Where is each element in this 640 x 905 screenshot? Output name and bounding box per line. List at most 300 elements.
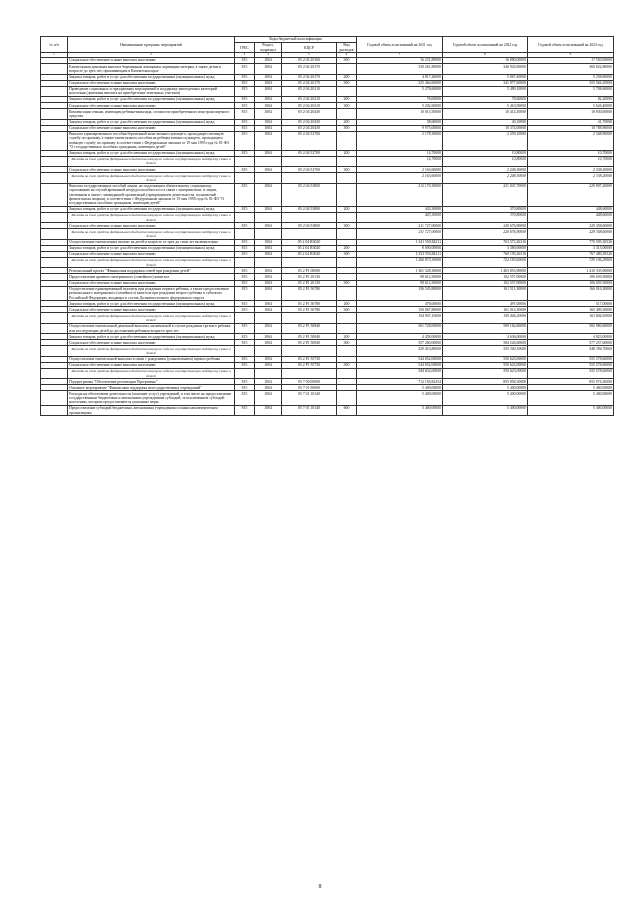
vr-cell: 200 [337,245,357,251]
razdel-cell [255,313,282,323]
table-row [41,286,614,301]
amount-2021-cell: 4 817,20000 [357,74,443,80]
razdel-cell: 1004 [255,379,282,385]
name-cell: Закупка товаров, работ и услуг для обеспечения государственных (муниципальных) нужд [68,334,235,340]
grbs-cell: 815 [235,97,255,103]
grbs-cell: 815 [235,385,255,391]
amount-2023-cell: 2 338,20000 [528,173,614,183]
amount-2022-cell: 584 526,60000 [443,340,528,346]
grbs-cell: 815 [235,74,255,80]
razdel-cell: 1004 [255,125,282,131]
amount-2022-cell: 4 636,00000 [443,334,528,340]
amount-2023-cell: 5 400,00000 [528,385,614,391]
amount-2021-cell: 5 278,60000 [357,86,443,96]
grbs-cell: 815 [235,86,255,96]
amount-2022-cell: 10 374,00000 [443,125,528,131]
ksr-cell: 05 2 04 20430 [282,125,337,131]
vr-cell [337,286,357,301]
num-cell [41,212,68,222]
vr-cell [337,212,357,222]
name-cell: Расходы на обеспечение деятельности (оказание услуг) учреждений, в том числе на предоставление государственным бюджетным и автономным учреждениям субсидий, за исключением субсидий населению, которым предоставляются указанные меры [68,391,235,406]
name-cell: Социальное обеспечение и иные выплаты населению [68,362,235,368]
grbs-cell: 815 [235,323,255,333]
grbs-cell: 815 [235,356,255,362]
amount-2021-cell: 76,00000 [357,97,443,103]
amount-2022-cell: 589 162,60000 [443,323,528,333]
amount-2023-cell: 555 578,60000 [528,362,614,368]
ksr-cell: 05 2 04 20160 [282,58,337,64]
amount-2021-cell: 325 464,60000 [357,80,443,86]
num-cell [41,109,68,119]
vr-cell: 200 [337,97,357,103]
amount-2022-cell: 220 676,90000 [443,223,528,229]
amount-2022-cell: 221 047,70000 [443,183,528,206]
amount-2022-cell: 78,60000 [443,97,528,103]
ksr-cell: 05 2 04 20210 [282,103,337,109]
amount-2023-cell: 229 807,20000 [528,183,614,206]
razdel-cell: 1004 [255,183,282,206]
amount-2023-cell: 767 480,30526 [528,251,614,257]
amount-2021-cell: 38,60000 [357,119,443,125]
column-index: 7 [357,53,443,58]
col-name: Наименование программ, мероприятий [68,37,235,53]
grbs-cell: 815 [235,58,255,64]
vr-cell: 300 [337,125,357,131]
razdel-cell [255,156,282,166]
amount-2021-cell: 14,70000 [357,156,443,166]
razdel-cell [255,368,282,378]
table-row [41,323,614,333]
subtotal-row [41,313,614,323]
num-cell [41,131,68,150]
name-cell: Социальное обеспечение и иные выплаты населению [68,80,235,86]
name-cell: Расходы за счет средств федерального бюджета текущего года на государственную поддержку семьи и детей [68,229,235,239]
razdel-cell: 1004 [255,391,282,406]
razdel-cell: 1004 [255,362,282,368]
ksr-cell: 05 2 04 52700 [282,150,337,156]
razdel-cell [255,229,282,239]
amount-2022-cell: 550 623,00000 [443,368,528,378]
amount-2022-cell: 159 404,20000 [443,313,528,323]
amount-2022-cell: 763 573,26316 [443,239,528,245]
vr-cell [337,391,357,406]
vr-cell: 200 [337,334,357,340]
ksr-cell: 05 2 04 20170 [282,74,337,80]
ksr-cell: 05 2 04 20430 [282,119,337,125]
razdel-cell: 1004 [255,86,282,96]
table-row [41,109,614,119]
vr-cell: 200 [337,74,357,80]
table-row [41,86,614,96]
vr-cell: 300 [337,58,357,64]
ksr-cell: 05 2 04 52700 [282,167,337,173]
name-cell: Закупка товаров, работ и услуг для обеспечения государственных (муниципальных) нужд [68,119,235,125]
amount-2023-cell: 729 106,29000 [528,258,614,268]
ksr-cell: 05 2 04 53800 [282,206,337,212]
subtotal-row [41,156,614,166]
razdel-cell: 1004 [255,206,282,212]
grbs-cell: 815 [235,334,255,340]
ksr-cell: 05 2 P1 50780 [282,301,337,307]
razdel-cell: 1004 [255,80,282,86]
amount-2021-cell: 5 400,00000 [357,391,443,406]
col-ksr: КЦСР [282,43,337,53]
amount-2023-cell: 770 595,30526 [528,239,614,245]
amount-2021-cell: 561 728,00000 [357,323,443,333]
amount-2021-cell: 544 652,00000 [357,368,443,378]
amount-2021-cell: 478,00000 [357,301,443,307]
subtotal-row [41,229,614,239]
amount-2023-cell: 163 844,50000 [528,313,614,323]
name-cell: Предоставление краевого материнского (семейного) капитала [68,274,235,280]
amount-2021-cell: 4 458,00000 [357,334,443,340]
amount-2023-cell: 106 659,30000 [528,280,614,286]
amount-2023-cell: 4 823,00000 [528,334,614,340]
grbs-cell: 815 [235,239,255,245]
grbs-cell: 815 [235,150,255,156]
grbs-cell [235,212,255,222]
razdel-cell: 1004 [255,301,282,307]
amount-2023-cell: 5 708,60000 [528,86,614,96]
razdel-cell: 1004 [255,268,282,274]
col-2021: Годовой объем ассигнований на 2021 год [357,37,443,53]
col-vr: Вид расходов [337,43,357,53]
subtotal-row [41,258,614,268]
razdel-cell: 1004 [255,323,282,333]
amount-2022-cell: 346 945,00000 [443,64,528,74]
name-cell: Основное мероприятие "Финансовая поддержка негосударственных учреждений" [68,385,235,391]
col-2023: Годовой объем ассигнований на 2023 год [528,37,614,53]
amount-2021-cell: 1 266 873,30000 [357,258,443,268]
amount-2021-cell: 1 341 550,84211 [357,239,443,245]
amount-2023-cell: 5 400,00000 [528,391,614,406]
amount-2023-cell: 517,00000 [528,301,614,307]
name-cell: Ежемесячная денежная выплата беременным женщинам, кормящим матерям, а также детям в возрасте до трех лет, проживающим в Камчатском крае [68,64,235,74]
razdel-cell: 1004 [255,286,282,301]
num-cell [41,368,68,378]
razdel-cell: 1004 [255,406,282,416]
amount-2021-cell: 14,70000 [357,150,443,156]
amount-2022-cell: 5 067,40000 [443,74,528,80]
razdel-cell: 1004 [255,356,282,362]
amount-2022-cell: 102 557,00000 [443,274,528,280]
vr-cell [337,323,357,333]
subtotal-row [41,173,614,183]
name-cell: Расходы за счет средств федерального бюджета текущего года на государственную поддержку семьи и детей [68,313,235,323]
vr-cell: 200 [337,119,357,125]
ksr-cell: 05 2 04 20210 [282,86,337,96]
amount-2022-cell: 2 248,30000 [443,173,528,183]
amount-2023-cell: 360 822,80000 [528,64,614,74]
vr-cell [337,156,357,166]
name-cell: Закупка товаров, работ и услуг для обеспечения государственных (муниципальных) нужд [68,74,235,80]
amount-2023-cell: 166 016,30000 [528,286,614,301]
razdel-cell: 1004 [255,274,282,280]
name-cell: Региональный проект "Финансовая поддержка семей при рождении детей" [68,268,235,274]
ksr-cell [282,258,337,268]
num-cell [41,258,68,268]
razdel-cell: 1004 [255,119,282,125]
col-num: № п/п [41,37,68,53]
amount-2022-cell: 5 400,00000 [443,406,528,416]
amount-2022-cell: 760 193,26316 [443,251,528,257]
grbs-cell: 815 [235,301,255,307]
num-cell [41,156,68,166]
ksr-cell [282,156,337,166]
amount-2021-cell: 10 013,50000 [357,109,443,119]
razdel-cell: 1004 [255,334,282,340]
column-index: 3 [235,53,255,58]
page-number: 8 [318,884,322,890]
amount-2021-cell: 1 333 550,84211 [357,251,443,257]
amount-2022-cell: 16 880,00000 [443,58,528,64]
amount-2022-cell: 855 858,30000 [443,379,528,385]
ksr-cell: 05 2 04 R3020 [282,245,337,251]
amount-2023-cell: 10 788,90000 [528,125,614,131]
column-index: 5 [282,53,337,58]
razdel-cell [255,346,282,356]
column-index: 6 [337,53,357,58]
ksr-cell [282,212,337,222]
amount-2021-cell: 98 612,50000 [357,274,443,280]
amount-2023-cell: 165 499,30000 [528,307,614,313]
grbs-cell: 815 [235,280,255,286]
vr-cell [337,229,357,239]
num-cell [41,323,68,333]
amount-2022-cell: 341 877,60000 [443,80,528,86]
amount-2023-cell: 555 578,60000 [528,356,614,362]
amount-2021-cell: 156 545,80000 [357,286,443,301]
name-cell: Компенсация семьям, имеющим ребенка-инвалида, стоимости приобретенного ими транспортного средства [68,109,235,119]
name-cell: Осуществление ежемесячной денежной выплаты, назначаемой в случае рождения третьего ребенка или последующих детей до достижения ребенком возраста трех лет [68,323,235,333]
vr-cell: 200 [337,150,357,156]
grbs-cell: 815 [235,362,255,368]
vr-cell: 200 [337,301,357,307]
table-row [41,183,614,206]
name-cell: Проведение социальных и праздничных мероприятий в поддержку многодетных категорий населения (денежная выплата на приобретение земельных участков) [68,86,235,96]
name-cell: Расходы за счет средств федерального бюджета текущего года на государственную поддержку семьи и детей [68,258,235,268]
name-cell: Расходы за счет средств федерального бюджета текущего года на государственную поддержку семьи и детей [68,346,235,356]
vr-cell: 300 [337,103,357,109]
ksr-cell: 05 2 04 53800 [282,223,337,229]
razdel-cell: 1004 [255,109,282,119]
amount-2023-cell: 2 348,90000 [528,131,614,150]
ksr-cell: 05 2 P1 00000 [282,268,337,274]
razdel-cell: 1004 [255,239,282,245]
amount-2021-cell: 156 067,80000 [357,307,443,313]
amount-2021-cell: 2 163,60000 [357,167,443,173]
razdel-cell: 1004 [255,58,282,64]
name-cell: Социальное обеспечение и иные выплаты населению [68,58,235,64]
razdel-cell: 1004 [255,131,282,150]
subtotal-row [41,346,614,356]
razdel-cell [255,173,282,183]
amount-2023-cell: 2 338,20000 [528,167,614,173]
grbs-cell: 815 [235,109,255,119]
name-cell: Социальное обеспечение и иные выплаты населению [68,340,235,346]
amount-2021-cell: 9 975,00000 [357,125,443,131]
column-index: 9 [528,53,614,58]
vr-cell [337,109,357,119]
name-cell: Социальное обеспечение и иные выплаты населению [68,251,235,257]
name-cell: Осуществление ежемесячных выплат на детей в возрасте от трех до семи лет включительно [68,239,235,245]
name-cell: Выплата единовременного пособия беременной жене военнослужащего, проходящего военную службу по призыву, а также ежемесячного пособия на ребенка военнослужащего, проходящего военную службу по призыву, в соответствии с Федеральным законом от 19 мая 1995 года № 81-ФЗ "О государственных пособиях гражданам, имеющим детей" [68,131,235,150]
amount-2021-cell: 544 652,00000 [357,362,443,368]
table-row [41,391,614,406]
amount-2021-cell: 5 400,00000 [357,385,443,391]
ksr-cell: 05 2 P1 55730 [282,356,337,362]
vr-cell: 600 [337,406,357,416]
ksr-cell: 05 2 04 R3020 [282,251,337,257]
num-cell [41,391,68,406]
amount-2022-cell: 555 300,30000 [443,346,528,356]
amount-2023-cell: 3 315,00000 [528,245,614,251]
ksr-cell: 05 2 04 20170 [282,64,337,74]
amount-2022-cell: 10,80000 [443,156,528,166]
vr-cell [337,183,357,206]
amount-2022-cell: 10 414,10000 [443,109,528,119]
amount-2021-cell: 2 178,30000 [357,131,443,150]
grbs-cell: 815 [235,406,255,416]
amount-2023-cell: 1 410 335,00000 [528,268,614,274]
ksr-cell: 05 2 P1 50780 [282,286,337,301]
amount-2022-cell: 550 623,00000 [443,362,528,368]
amount-2021-cell: 443,30000 [357,206,443,212]
col-codes-group: Коды бюджетной классификации [235,37,357,43]
amount-2021-cell: 5 400,00000 [357,406,443,416]
amount-2021-cell: 211 727,00000 [357,229,443,239]
ksr-cell: 05 7 00 00000 [282,379,337,385]
budget-table [40,36,614,416]
amount-2023-cell: 10,70000 [528,150,614,156]
amount-2021-cell: 443,30000 [357,212,443,222]
ksr-cell: 05 2 04 20170 [282,80,337,86]
amount-2022-cell: 370,80000 [443,212,528,222]
amount-2021-cell: 5 202,60000 [357,103,443,109]
name-cell: Закупка товаров, работ и услуг для обеспечения государственных (муниципальных) нужд [68,150,235,156]
amount-2022-cell: 5 489,10000 [443,86,528,96]
table-row [41,131,614,150]
amount-2022-cell: 10,80000 [443,150,528,156]
vr-cell: 300 [337,167,357,173]
grbs-cell: 815 [235,119,255,125]
vr-cell: 200 [337,206,357,212]
amount-2023-cell: 5 258,60000 [528,74,614,80]
num-cell [41,346,68,356]
num-cell [41,313,68,323]
amount-2023-cell: 448,60000 [528,212,614,222]
vr-cell: 300 [337,362,357,368]
name-cell: Социальное обеспечение и иные выплаты населению [68,167,235,173]
amount-2022-cell: 161 014,30000 [443,307,528,313]
num-cell [41,183,68,206]
amount-2023-cell: 582 080,60000 [528,323,614,333]
ksr-cell: 05 2 P1 50780 [282,307,337,313]
ksr-cell [282,313,337,323]
razdel-cell: 1004 [255,103,282,109]
column-index: 1 [41,53,68,58]
amount-2022-cell: 722 183,60000 [443,258,528,268]
name-cell: Расходы за счет средств федерального бюджета текущего года на государственную поддержку семьи и детей [68,368,235,378]
amount-2023-cell: 448,60000 [528,206,614,212]
subtotal-row [41,212,614,222]
razdel-cell: 1004 [255,97,282,103]
razdel-cell: 1004 [255,245,282,251]
vr-cell [337,64,357,74]
amount-2023-cell: 577 257,60000 [528,340,614,346]
ksr-cell: 05 2 P1 50840 [282,334,337,340]
amount-2022-cell: 5 410,50000 [443,103,528,109]
amount-2021-cell: 211 727,00000 [357,223,443,229]
razdel-cell: 1004 [255,307,282,313]
razdel-cell: 1004 [255,167,282,173]
grbs-cell: 815 [235,64,255,74]
amount-2021-cell: 529 410,80000 [357,346,443,356]
column-index: 4 [255,53,282,58]
amount-2023-cell: 229 358,60000 [528,223,614,229]
amount-2023-cell: 355 564,20000 [528,80,614,86]
amount-2023-cell: 106 659,30000 [528,274,614,280]
amount-2021-cell: 16 231,80000 [357,58,443,64]
num-cell [41,286,68,301]
amount-2021-cell: 8 000,00000 [357,245,443,251]
name-cell: Закупка товаров, работ и услуг для обеспечения государственных (муниципальных) нужд [68,245,235,251]
col-2022: Годовой объем ассигнований на 2022 год [443,37,528,53]
amount-2022-cell: 2 259,10000 [443,131,528,150]
amount-2022-cell: 161 511,30000 [443,286,528,301]
name-cell: Осуществление единовременной выплаты при рождении первого ребенка, а также предоставление регионального материнского (семейного) капитала при рождении второго ребенка в субъектах Российской Федерации, входящих в состав Дальневосточного федерального округа [68,286,235,301]
vr-cell [337,173,357,183]
amount-2021-cell: 712 193,82254 [357,379,443,385]
name-cell: Выплата государственных пособий лицам, не подлежащим обязательному социальному страхованию на случай временной нетрудоспособности и в связи с материнством, и лицам, уволенным в связи с ликвидацией организаций (прекращением деятельности, полномочий физическими лицами), в соответствии с Федеральным законом от 19 мая 1995 года № 81-ФЗ "О государственных пособиях гражданам, имеющим детей" [68,183,235,206]
ksr-cell: 05 2 P1 50840 [282,323,337,333]
grbs-cell [235,173,255,183]
name-cell: Закупка товаров, работ и услуг для обеспечения государственных (муниципальных) нужд [68,206,235,212]
ksr-cell: 05 2 P1 20130 [282,280,337,286]
amount-2021-cell: 154 907,10000 [357,313,443,323]
name-cell: Социальное обеспечение и иные выплаты населению [68,103,235,109]
grbs-cell: 815 [235,103,255,109]
ksr-cell: 05 2 P1 50840 [282,340,337,346]
grbs-cell: 815 [235,268,255,274]
grbs-cell: 815 [235,340,255,346]
ksr-cell: 05 2 04 20210 [282,97,337,103]
grbs-cell [235,229,255,239]
grbs-cell: 815 [235,183,255,206]
razdel-cell: 1004 [255,280,282,286]
grbs-cell: 815 [235,391,255,406]
amount-2023-cell: 855 974,30000 [528,379,614,385]
amount-2023-cell: 10,70000 [528,156,614,166]
name-cell: Закупка товаров, работ и услуг для обеспечения государственных (муниципальных) нужд [68,97,235,103]
grbs-cell [235,346,255,356]
ksr-cell [282,346,337,356]
grbs-cell: 815 [235,167,255,173]
amount-2023-cell: 17 550,00000 [528,58,614,64]
amount-2022-cell: 1 403 853,90000 [443,268,528,274]
ksr-cell: 05 7 01 10140 [282,391,337,406]
ksr-cell [282,173,337,183]
ksr-cell: 05 2 P1 55730 [282,362,337,368]
name-cell: Расходы за счет средств федерального бюджета текущего года на государственную поддержку семьи и детей [68,173,235,183]
amount-2021-cell: 2 163,60000 [357,173,443,183]
vr-cell [337,86,357,96]
num-cell [41,229,68,239]
vr-cell: 300 [337,251,357,257]
name-cell: Расходы за счет средств федерального бюджета текущего года на государственную поддержку семьи и детей [68,156,235,166]
table-row [41,64,614,74]
vr-cell: 300 [337,280,357,286]
